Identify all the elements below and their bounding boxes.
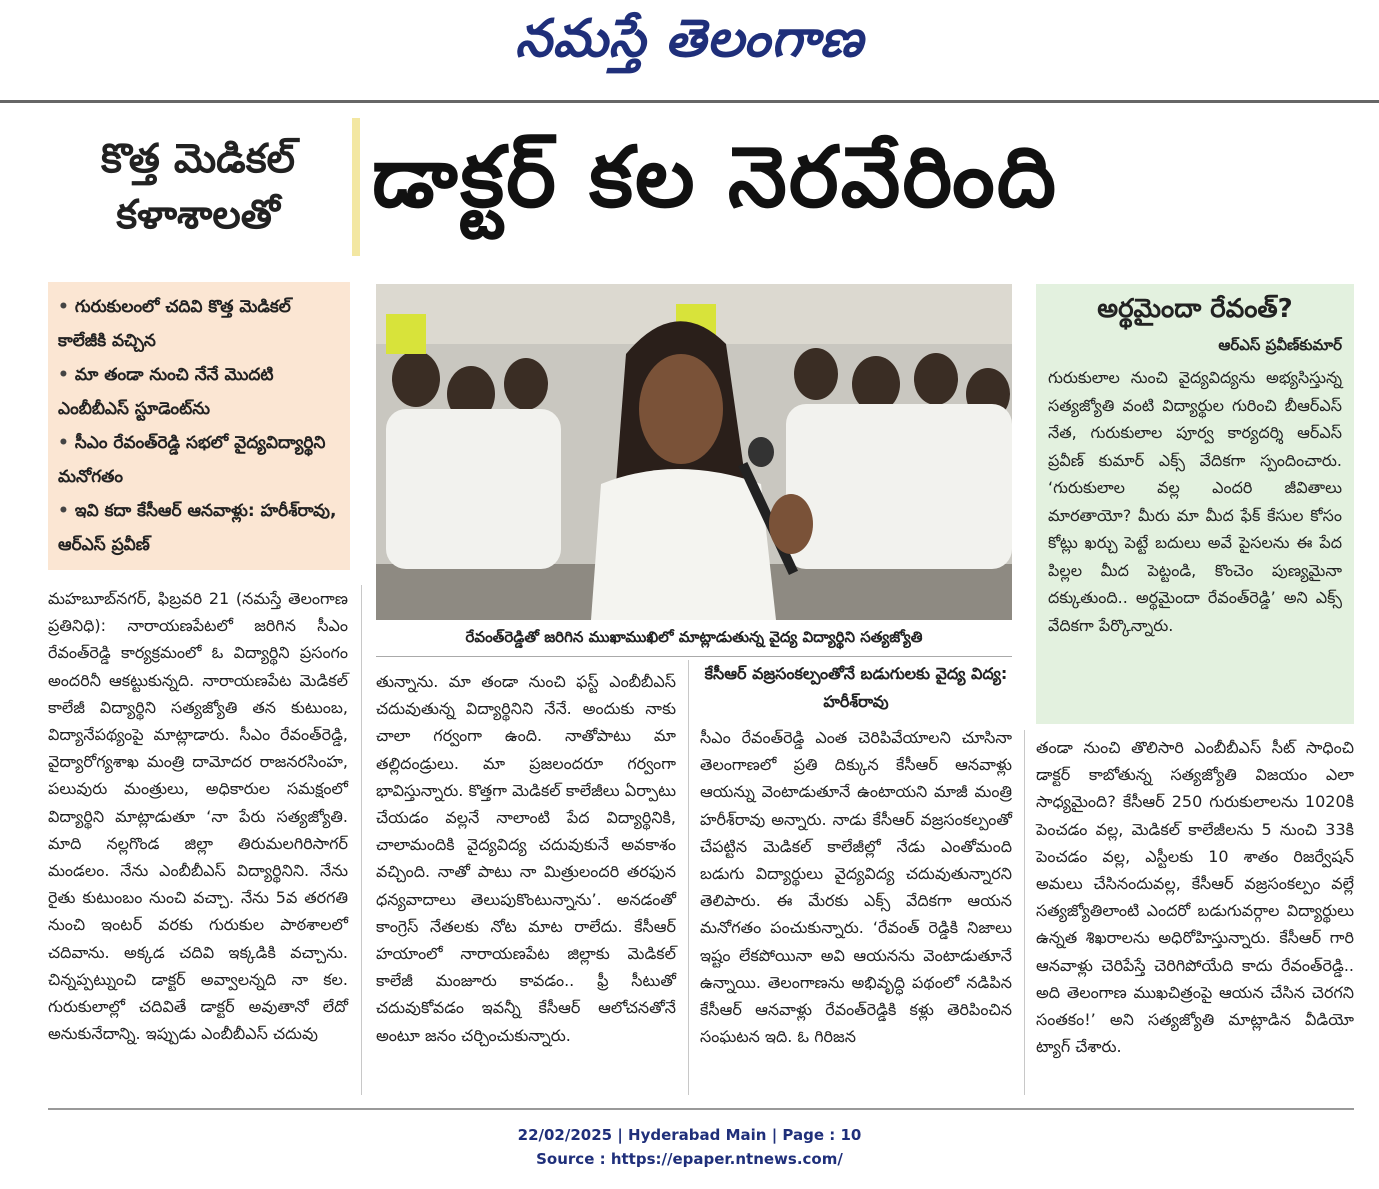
bottom-rule (48, 1108, 1354, 1110)
highlight-text: గురుకులంలో చదివి కొత్త మెడికల్ కాలేజీకి వచ్చిన (58, 297, 291, 351)
footer-dateline: 22/02/2025 | Hyderabad Main | Page : 10 (517, 1126, 862, 1144)
article-column-1 (48, 585, 348, 1047)
sidebar-box (1036, 284, 1354, 724)
highlight-text: మా తండా నుంచి నేనే మొదటి ఎంబీబీఎస్ స్టూడెంట్‌ను (58, 365, 274, 419)
article-text: సీఎం రేవంత్‌రెడ్డి ఎంత చెరిపివేయాలని చూసినా తెలంగాణలో ప్రతి దిక్కున కేసీఆర్ ఆనవాళ్లు ఆయన్ను వెంటాడుతూనే ఉంటాయని మాజీ మంత్రి హరీశ్‌రావు అన్నారు. నాడు కేసీఆర్ వజ్రసంకల్పంతో చేపట్టిన మెడికల్ కాలేజీల్లో నేడు ఎంతోమంది బడుగు విద్యార్థులు వైద్యవిద్య చదువుతున్నారని తెలిపారు. ఈ మేరకు ఎక్స్ వేదికగా ఆయన మనోగతం పంచుకున్నారు. ‘రేవంత్ రెడ్డికి నిజాలు ఇష్టం లేకపోయినా అవి ఆయనను వెంటాడుతూనే ఉన్నాయి. తెలంగాణను అభివృద్ధి పథంలో నడిపిన కేసీఆర్ ఆనవాళ్లు రేవంత్‌రెడ్డికి కళ్లు తెరిపించిన సంఘటన ఇది. ఓ గిరిజన (700, 728, 1012, 1047)
highlights-box (48, 282, 350, 570)
article-column-2 (376, 668, 676, 1049)
article-text: మహబూబ్‌నగర్, ఫిబ్రవరి 21 (నమస్తే తెలంగాణ ప్రతినిధి): నారాయణపేటలో జరిగిన సీఎం రేవంత్‌రెడ్డి కార్యక్రమంలో ఓ విద్యార్థిని ప్రసంగం అందరినీ ఆకట్టుకున్నది. నారాయణపేట మెడికల్ కాలేజీ విద్యార్థిని సత్యజ్యోతి తన కుటుంబ, విద్యానేపథ్యంపై మాట్లాడారు. సీఎం రేవంత్‌రెడ్డి, వైద్యారోగ్యశాఖ మంత్రి దామోదర రాజనరసింహ, పలువురు మంత్రులు, అధికారుల సమక్షంలో విద్యార్థిని మాట్లాడుతూ ‘నా పేరు సత్యజ్యోతి. మాది నల్లగొండ జిల్లా తిరుమలగిరిసాగర్ మండలం. నేను ఎంబీబీఎస్ విద్యార్థినిని. నేను రైతు కుటుంబం నుంచి వచ్చా. నేను 5వ తరగతి నుంచి ఇంటర్ వరకు గురుకుల పాఠశాలలో చదివాను. అక్కడ చదివి ఇక్కడికి వచ్చాను. చిన్నప్పట్నుంచి డాక్టర్ అవ్వాలన్నది నా కల. గురుకులాల్లో చదివితే డాక్టర్ అవుతానో లేదో అనుకునేదాన్ని. ఇప్పుడు ఎంబీబీఎస్ చదువు (48, 589, 348, 1044)
column-divider (1024, 730, 1025, 1095)
sidebar-body: గురుకులాల నుంచి వైద్యవిద్యను అభ్యసిస్తున్న సత్యజ్యోతి వంటి విద్యార్థుల గురించి బీఆర్ఎస్ నేత, గురుకులాల పూర్వ కార్యదర్శి ఆర్ఎస్ ప్రవీణ్ కుమార్ ఎక్స్ వేదికగా స్పందించారు. ‘గురుకులాల వల్ల ఎందరి జీవితాలు మారతాయో? మీరు మా మీద ఫేక్ కేసుల కోసం కోట్లు ఖర్చు పెట్టే బదులు అవే పైసలను ఈ పేద పిల్లల మీద పెట్టండి, కొంచెం పుణ్యమైనా దక్కుతుంది.. అర్థమైందా రేవంత్‌రెడ్డి’ అని ఎక్స్ వేదికగా పేర్కొన్నారు. (1048, 368, 1342, 635)
article-text: తండా నుంచి తొలిసారి ఎంబీబీఎస్ సీట్ సాధించి డాక్టర్ కాబోతున్న సత్యజ్యోతి విజయం ఎలా సాధ్యమైంది? కేసీఆర్ 250 గురుకులాలను 1020కి పెంచడం వల్ల, మెడికల్ కాలేజీలను 5 నుంచి 33కి పెంచడం వల్ల, ఎస్టీలకు 10 శాతం రిజర్వేషన్ అమలు చేసినందువల్ల, కేసీఆర్ వజ్రసంకల్పం వల్లే సత్యజ్యోతిలాంటి ఎందరో బడుగువర్గాల విద్యార్థులు ఉన్నత శిఖరాలను అధిరోహిస్తున్నారు. కేసీఆర్ గారి ఆనవాళ్లు చెరిపేస్తే చెరిగిపోయేది కాదు రేవంత్‌రెడ్డి.. అది తెలంగాణ ముఖచిత్రంపై ఆయన చేసిన చెరగని సంతకం!’ అని సత్యజ్యోతి మాట్లాడిన వీడియో ట్యాగ్ చేశారు. (1036, 738, 1354, 1057)
article-text: తున్నాను. మా తండా నుంచి ఫస్ట్ ఎంబీబీఎస్ చదువుతున్న విద్యార్థినిని నేనే. అందుకు నాకు చాలా గర్వంగా ఉంది. నాతోపాటు మా తల్లిదండ్రులు. మా ప్రజలందరూ గర్వంగా భావిస్తున్నారు. కొత్తగా మెడికల్ కాలేజీలు ఏర్పాటు చేయడం వల్లనే నాలాంటి పేద విద్యార్థినికి, చాలామందికి వైద్యవిద్య చదువుకునే అవకాశం వచ్చింది. నాతో పాటు నా మిత్రులందరి తరఫున ధన్యవాదాలు తెలుపుకొంటున్నాను’. అనడంతో కాంగ్రెస్ నేతలకు నోట మాట రాలేదు. కేసీఆర్ హయాంలో నారాయణపేట జిల్లాకు మెడికల్ కాలేజీ మంజూరు కావడం.. ఫ్రీ సీటుతో చదువుకోవడం ఇవన్నీ కేసీఆర్ ఆలోచనతోనే అంటూ జనం చర్చించుకున్నారు. (376, 672, 676, 1045)
highlight-item: • సీఎం రేవంత్‌రెడ్డి సభలో వైద్యవిద్యార్థిని మనోగతం (58, 433, 326, 487)
highlight-text: ఇవి కదా కేసీఆర్ ఆనవాళ్లు: హరీశ్‌రావు, ఆర్ఎస్ ప్రవీణ్ (58, 501, 337, 555)
top-rule (0, 100, 1379, 103)
kicker-headline: కొత్త మెడికల్ కళాశాలతో (100, 136, 295, 238)
article-column-4 (1036, 734, 1354, 1060)
article-column-3 (700, 724, 1012, 1050)
highlight-item: • గురుకులంలో చదివి కొత్త మెడికల్ కాలేజీకి వచ్చిన (58, 297, 291, 351)
sidebar-title: అర్థమైందా రేవంత్? (1097, 294, 1293, 324)
main-headline: డాక్టర్ కల నెరవేరింది (372, 127, 1059, 226)
highlight-item: • మా తండా నుంచి నేనే మొదటి ఎంబీబీఎస్ స్టూడెంట్‌ను (58, 365, 274, 419)
masthead-logo: నమస్తే తెలంగాణ (515, 8, 864, 69)
column-divider (688, 660, 689, 1095)
article-subheading: కేసీఆర్ వజ్రసంకల్పంతోనే బడుగులకు వైద్య విద్య: హరీశ్‌రావు (704, 664, 1008, 711)
news-photo (376, 284, 1012, 620)
highlight-item: • ఇవి కదా కేసీఆర్ ఆనవాళ్లు: హరీశ్‌రావు, ఆర్ఎస్ ప్రవీణ్ (58, 501, 337, 555)
photo-caption: రేవంత్‌రెడ్డితో జరిగిన ముఖాముఖిలో మాట్లాడుతున్న వైద్య విద్యార్థిని సత్యజ్యోతి (376, 622, 1012, 657)
footer-source: Source : https://epaper.ntnews.com/ (536, 1150, 843, 1168)
highlight-text: సీఎం రేవంత్‌రెడ్డి సభలో వైద్యవిద్యార్థిని మనోగతం (58, 433, 326, 487)
kicker-accent-bar (352, 118, 360, 256)
photo-illustration (376, 284, 1012, 620)
column-divider (361, 585, 362, 1095)
sidebar-byline: ఆర్ఎస్ ప్రవీణ్‌కుమార్ (1218, 336, 1342, 354)
